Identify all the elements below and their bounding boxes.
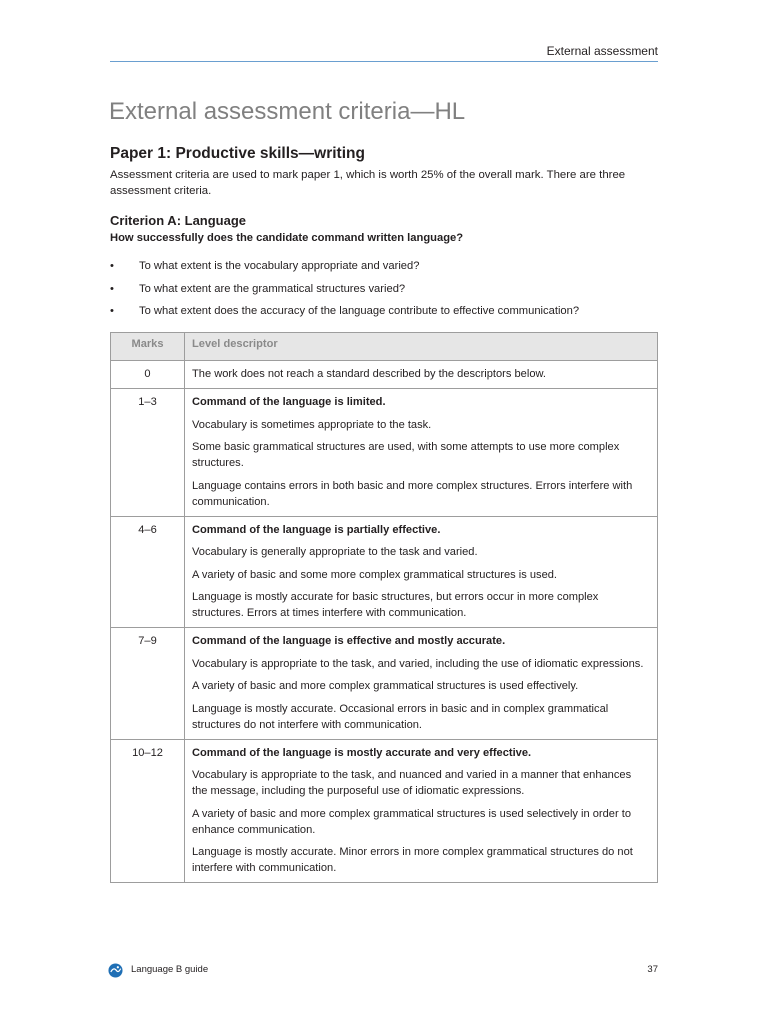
table-row bbox=[111, 516, 658, 628]
criterion-question: How successfully does the candidate command written language? bbox=[110, 232, 464, 244]
section-intro: Assessment criteria are used to mark paper 1, which is worth 25% of the overall mark. There are three assessment criteria. bbox=[110, 169, 626, 197]
marks-cell: 4–6 bbox=[111, 516, 185, 628]
marks-cell: 7–9 bbox=[111, 628, 185, 740]
table-header-row bbox=[111, 333, 658, 361]
descriptor-line: A variety of basic and more complex grammatical structures is used selectively in order to enhance communication. bbox=[192, 807, 631, 836]
section-heading: Paper 1: Productive skills—writing bbox=[110, 145, 365, 162]
descriptor-line: Language is mostly accurate. Occasional errors in basic and in complex grammatical structures do not interfere with communication. bbox=[192, 702, 609, 731]
descriptor-column-header: Level descriptor bbox=[185, 333, 658, 361]
rubric-table bbox=[110, 332, 658, 883]
descriptor-line: A variety of basic and more complex grammatical structures is used effectively. bbox=[192, 680, 579, 692]
bullet-icon: • bbox=[110, 260, 114, 272]
marks-cell: 1–3 bbox=[111, 389, 185, 517]
bullet-item bbox=[110, 258, 662, 274]
table-row bbox=[111, 628, 658, 740]
descriptor-line: Language is mostly accurate. Minor errors in more complex grammatical structures do not interfere with communication. bbox=[192, 846, 633, 874]
bullet-item bbox=[110, 303, 662, 319]
bullet-item bbox=[110, 281, 662, 297]
descriptor-heading: Command of the language is partially effective. bbox=[192, 523, 441, 536]
table-row bbox=[111, 361, 658, 389]
table-row bbox=[111, 739, 658, 883]
descriptor-cell bbox=[185, 516, 658, 628]
descriptor-heading: Command of the language is effective and mostly accurate. bbox=[192, 635, 506, 647]
bullet-icon: • bbox=[110, 305, 114, 317]
footer-page-number: 37 bbox=[647, 964, 658, 975]
footer-guide-name: Language B guide bbox=[131, 964, 209, 975]
bullet-text: To what extent are the grammatical structures varied? bbox=[139, 282, 406, 295]
descriptor-heading: Command of the language is mostly accurate and very effective. bbox=[192, 746, 532, 759]
marks-cell: 0 bbox=[111, 361, 185, 389]
criterion-title: Criterion A: Language bbox=[110, 213, 247, 228]
table-row bbox=[111, 389, 658, 517]
descriptor-line: Vocabulary is appropriate to the task, and varied, including the use of idiomatic expressions. bbox=[192, 657, 644, 670]
descriptor-line: A variety of basic and some more complex grammatical structures is used. bbox=[192, 568, 558, 581]
descriptor-line: Vocabulary is sometimes appropriate to the task. bbox=[192, 418, 432, 431]
descriptor-heading: Command of the language is limited. bbox=[192, 396, 386, 408]
criterion-question-list bbox=[110, 258, 662, 326]
bullet-icon: • bbox=[110, 282, 114, 295]
page-title: External assessment criteria—HL bbox=[109, 98, 466, 125]
descriptor-line: Vocabulary is appropriate to the task, and nuanced and varied in a manner that enhances the message, including the purposeful use of idiomatic expressions. bbox=[192, 769, 632, 797]
ib-logo-icon bbox=[108, 963, 123, 978]
descriptor-line: The work does not reach a standard described by the descriptors below. bbox=[192, 368, 546, 380]
descriptor-line: Some basic grammatical structures are used, with some attempts to use more complex structures. bbox=[192, 441, 620, 469]
descriptor-cell bbox=[185, 628, 658, 740]
running-header: External assessment bbox=[110, 44, 658, 62]
descriptor-line: Language contains errors in both basic and more complex structures. Errors interfere with communication. bbox=[192, 479, 633, 508]
bullet-text: To what extent does the accuracy of the language contribute to effective communication? bbox=[139, 305, 580, 317]
marks-column-header: Marks bbox=[111, 333, 185, 361]
descriptor-line: Language is mostly accurate for basic structures, but errors occur in more complex structures. Errors at times interfere with communication. bbox=[192, 591, 599, 619]
descriptor-cell bbox=[185, 389, 658, 517]
descriptor-line: Vocabulary is generally appropriate to the task and varied. bbox=[192, 546, 478, 558]
bullet-text: To what extent is the vocabulary appropriate and varied? bbox=[139, 260, 420, 272]
descriptor-cell bbox=[185, 361, 658, 389]
marks-cell: 10–12 bbox=[111, 739, 185, 883]
descriptor-cell bbox=[185, 739, 658, 883]
